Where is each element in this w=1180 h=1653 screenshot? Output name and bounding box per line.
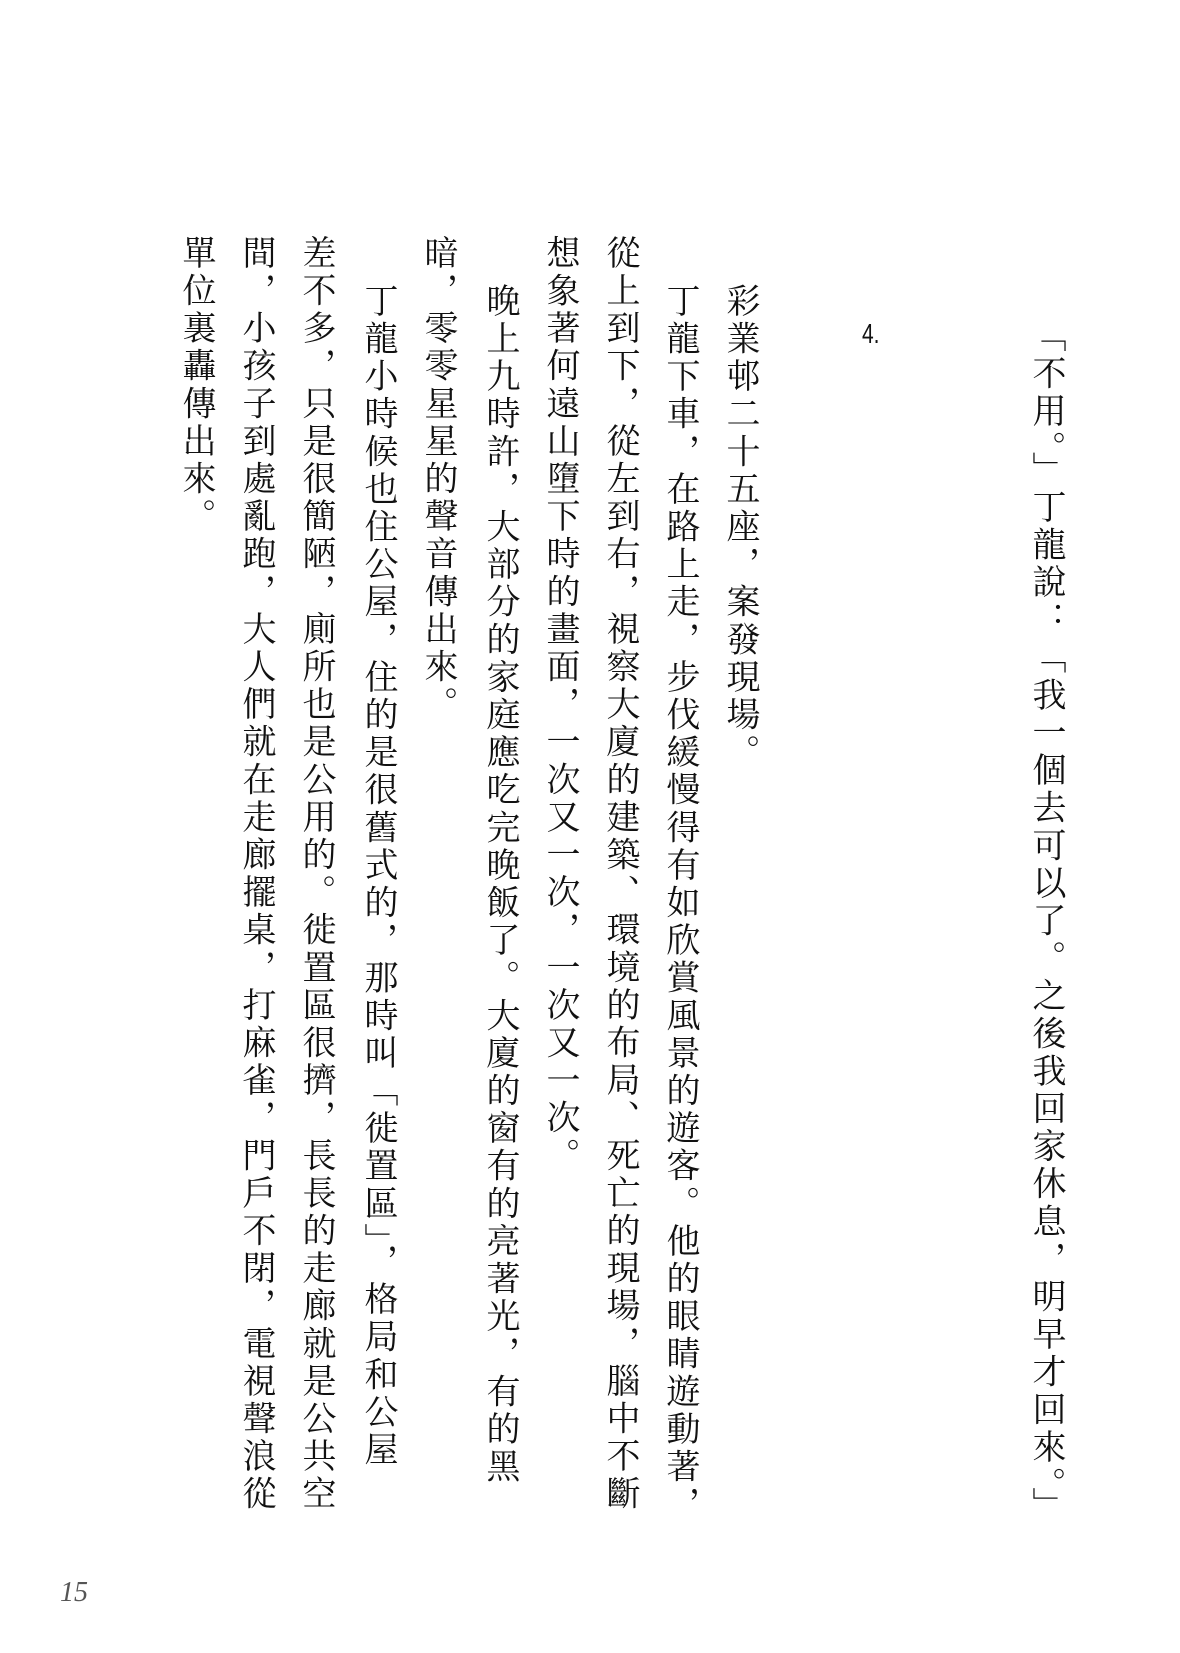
text-column: 間，小孩子到處亂跑，大人們就在走廊擺桌，打麻雀，門戶不閉，電視聲浪從 — [236, 235, 276, 1514]
text-column: 單位裏轟傳出來。 — [176, 235, 216, 536]
text-column: 從上到下，從左到右，視察大廈的建築、環境的布局、死亡的現場，腦中不斷 — [600, 235, 640, 1514]
text-column: 丁龍小時候也住公屋，住的是很舊式的，那時叫「徙置區」，格局和公屋 — [358, 283, 398, 1470]
text-column: 想象著何遠山墮下時的畫面，一次又一次，一次又一次。 — [540, 235, 580, 1175]
text-column: 丁龍下車，在路上走，步伐緩慢得有如欣賞風景的遊客。他的眼睛遊動著， — [660, 283, 700, 1524]
text-column: 差不多，只是很簡陋，廁所也是公用的。徙置區很擠，長長的走廊就是公共空 — [296, 235, 336, 1514]
text-column-location: 彩業邨二十五座，案發現場。 — [720, 283, 760, 772]
text-column-dialogue: 「不用。」丁龍說：「我一個去可以了。之後我回家休息，明早才回來。」 — [1026, 318, 1066, 1525]
page-number: 15 — [60, 1577, 88, 1608]
text-column: 暗，零零星星的聲音傳出來。 — [418, 235, 458, 724]
text-column: 晚上九時許，大部分的家庭應吃完晚飯了。大廈的窗有的亮著光，有的黑 — [480, 283, 520, 1487]
section-heading: 4. — [862, 318, 880, 349]
